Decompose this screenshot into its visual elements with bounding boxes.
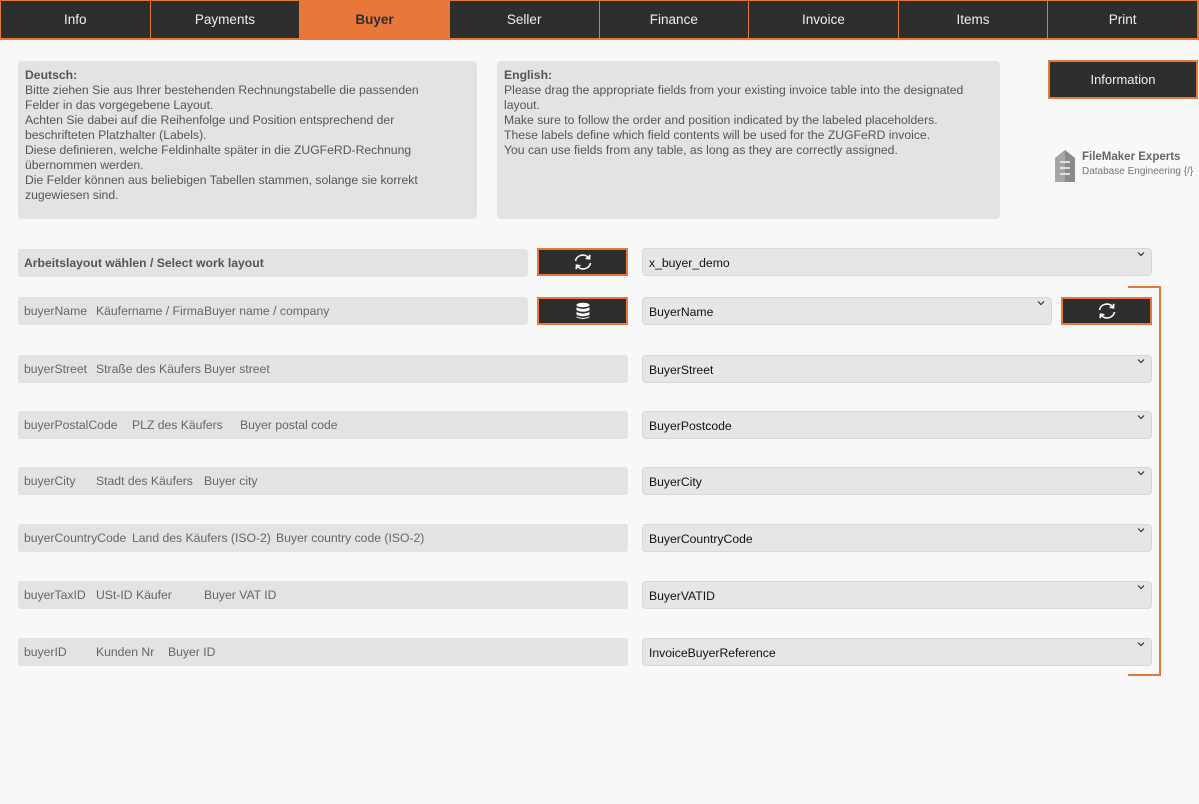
information-button[interactable]: Information [1048, 60, 1198, 99]
field-label-de: Käufername / Firma [96, 304, 204, 318]
work-layout-select[interactable] [642, 248, 1152, 276]
field-label-buyer-city [18, 467, 628, 495]
field-label-de: PLZ des Käufers [132, 418, 223, 432]
field-label-en: Buyer country code (ISO-2) [276, 531, 425, 545]
field-key: buyerName [24, 304, 87, 318]
info-line: Bitte ziehen Sie aus Ihrer bestehenden Rechnungstabelle die passenden [25, 83, 419, 97]
field-key: buyerID [24, 645, 67, 659]
tab-finance[interactable]: Finance [600, 0, 750, 38]
info-line: Please drag the appropriate fields from your existing invoice table into the designated [504, 83, 964, 97]
info-line: layout. [504, 98, 540, 112]
tab-items[interactable]: Items [899, 0, 1049, 38]
field-select-buyer-id[interactable] [642, 638, 1152, 666]
info-line: übernommen werden. [25, 158, 144, 172]
tab-buyer[interactable]: Buyer [300, 0, 450, 38]
info-line: Diese definieren, welche Feldinhalte später in die ZUGFeRD-Rechnung [25, 143, 412, 157]
info-box-deutsch [18, 61, 477, 219]
tab-info[interactable]: Info [0, 0, 151, 38]
info-heading-deutsch: Deutsch: [25, 68, 78, 82]
field-group-bracket [1128, 286, 1161, 676]
field-select-value: BuyerCity [649, 475, 702, 489]
field-key: buyerTaxID [24, 588, 86, 602]
work-layout-value: x_buyer_demo [649, 256, 730, 270]
field-label-en: Buyer VAT ID [204, 588, 277, 602]
tab-bar [0, 0, 1199, 40]
tab-print[interactable]: Print [1048, 0, 1199, 38]
field-label-de: Kunden Nr [96, 645, 155, 659]
field-label-buyer-name [18, 297, 528, 325]
info-line: beschrifteten Platzhalter (Labels). [25, 128, 207, 142]
field-select-buyer-postal-code[interactable] [642, 411, 1152, 439]
info-line: Achten Sie dabei auf die Reihenfolge und Position entsprechend der [25, 113, 395, 127]
tab-invoice[interactable]: Invoice [749, 0, 899, 38]
field-select-value: InvoiceBuyerReference [649, 646, 776, 660]
field-select-buyer-tax-id[interactable] [642, 581, 1152, 609]
chevron-down-icon [1037, 299, 1045, 307]
info-box-english [497, 61, 1000, 219]
tab-payments[interactable]: Payments [151, 0, 301, 38]
field-key: buyerPostalCode [24, 418, 118, 432]
field-key: buyerCity [24, 474, 76, 488]
refresh-icon [571, 253, 595, 271]
field-select-buyer-street[interactable] [642, 355, 1152, 383]
info-line: Make sure to follow the order and position indicated by the labeled placeholders. [504, 113, 938, 127]
field-select-buyer-name[interactable] [642, 297, 1052, 325]
field-label-de: Land des Käufers (ISO-2) [132, 531, 271, 545]
field-select-value: BuyerVATID [649, 589, 715, 603]
field-select-buyer-country-code[interactable] [642, 524, 1152, 552]
field-key: buyerStreet [24, 362, 88, 376]
logo-title: FileMaker Experts [1082, 151, 1181, 163]
field-label-de: Stadt des Käufers [96, 474, 193, 488]
field-label-en: Buyer name / company [204, 304, 330, 318]
field-select-buyer-city[interactable] [642, 467, 1152, 495]
info-line: You can use fields from any table, as long as they are correctly assigned. [504, 143, 898, 157]
field-label-en: Buyer ID [168, 645, 216, 659]
field-label-en: Buyer city [204, 474, 258, 488]
field-label-buyer-street [18, 355, 628, 383]
filemaker-experts-logo [1051, 148, 1194, 184]
field-label-de: USt-ID Käufer [96, 588, 172, 602]
field-select-value: BuyerName [649, 305, 714, 319]
field-label-de: Straße des Käufers [96, 362, 201, 376]
info-line: Die Felder können aus beliebigen Tabellen stammen, solange sie korrekt [25, 173, 418, 187]
info-line: Felder in das vorgegebene Layout. [25, 98, 214, 112]
logo-subtitle: Database Engineering {/} [1082, 166, 1194, 177]
field-key: buyerCountryCode [24, 531, 127, 545]
field-select-value: BuyerPostcode [649, 419, 732, 433]
field-select-value: BuyerCountryCode [649, 532, 753, 546]
field-label-en: Buyer postal code [240, 418, 338, 432]
work-layout-label-text: Arbeitslayout wählen / Select work layout [24, 256, 264, 270]
work-layout-label [18, 249, 528, 277]
filemaker-experts-logo-icon [1051, 148, 1079, 184]
field-label-buyer-id [18, 638, 628, 666]
info-line: zugewiesen sind. [25, 188, 119, 202]
refresh-layout-button[interactable] [537, 248, 628, 276]
field-label-en: Buyer street [204, 362, 270, 376]
refresh-icon [1095, 302, 1119, 320]
info-heading-english: English: [504, 68, 553, 82]
info-line: These labels define which field contents will be used for the ZUGFeRD invoice. [504, 128, 931, 142]
database-button[interactable] [537, 297, 628, 325]
field-label-buyer-tax-id [18, 581, 628, 609]
field-label-buyer-postal-code [18, 411, 628, 439]
field-select-value: BuyerStreet [649, 363, 714, 377]
field-label-buyer-country-code [18, 524, 628, 552]
tab-seller[interactable]: Seller [450, 0, 600, 38]
database-icon [575, 302, 591, 320]
chevron-down-icon [1137, 250, 1145, 258]
